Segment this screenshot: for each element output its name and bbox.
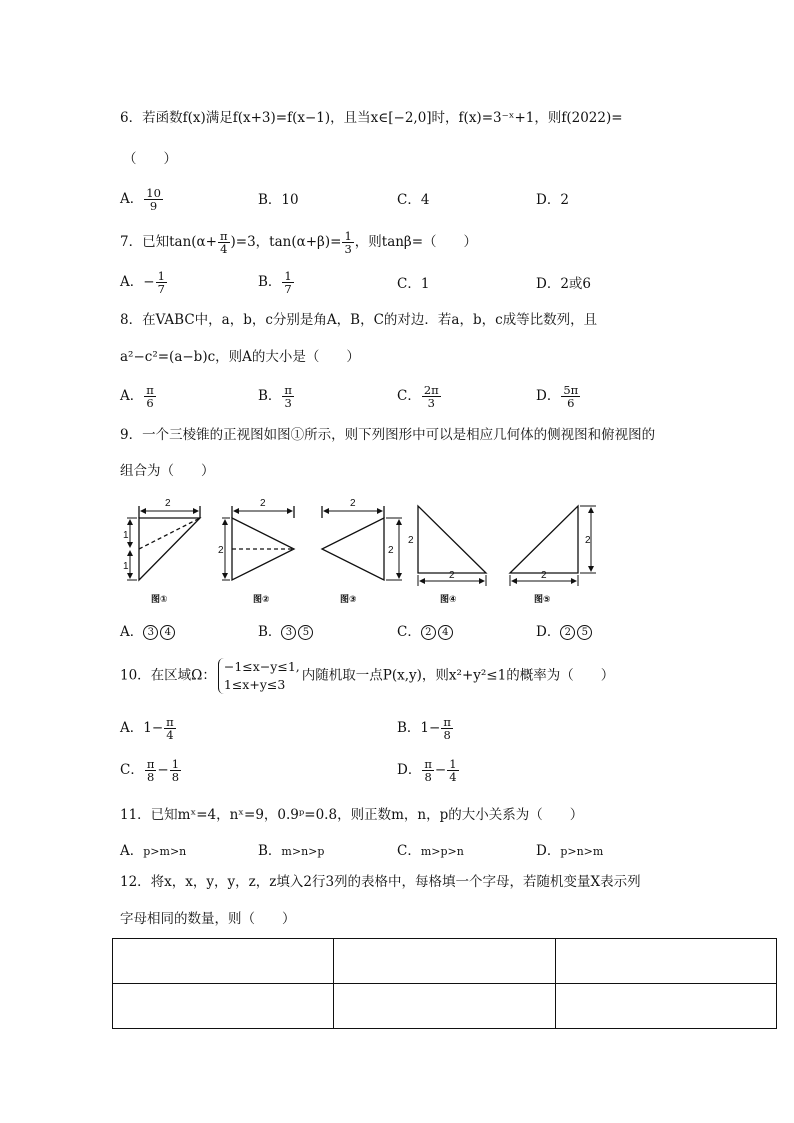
q10-option-b: B．1− $\frac{\pi}{8}$: [397, 715, 451, 742]
fig1-top-dim: 2: [165, 498, 171, 509]
q7-option-b: B． $\frac{1}{7}$: [258, 269, 292, 296]
table-cell: [334, 939, 555, 984]
q9-option-b: B． 3 5: [258, 623, 315, 641]
fig5-right-dim: 2: [585, 535, 591, 546]
q10-option-d: D． $\frac{\pi}{8}$ − $\frac{1}{4}$: [397, 757, 457, 784]
fig5-caption: 图⑤: [534, 594, 551, 604]
q12-line1: 12．将x，x，y，y，z，z填入2行3列的表格中，每格填一个字母，若随机变量X表示列: [120, 874, 641, 890]
q6-stem: 6．若函数f(x)满足f(x+3)=f(x−1)，且当x∈[−2,0]时，f(x)=3⁻ˣ+1，则f(2022)=: [120, 110, 623, 126]
q10-stem: 10．在区域Ω： −1≤x−y≤1, 1≤x+y≤3 内随机取一点P(x,y)，则x²+y²≤1的概率为（ ）: [120, 659, 615, 692]
q8-option-d: D． $\frac{5\pi}{6}$: [536, 383, 579, 410]
q6-paren: （ ）: [123, 151, 177, 167]
q9-line2: 组合为（ ）: [120, 463, 215, 479]
q6-option-c: C．4: [397, 192, 430, 208]
table-cell: [334, 984, 555, 1029]
table-row: [113, 984, 777, 1029]
q10-option-a: A．1− $\frac{\pi}{4}$: [120, 715, 174, 742]
figure-2: [222, 506, 294, 580]
q9-figures: [110, 498, 610, 610]
q11-option-c: C．m>p>n: [397, 843, 464, 859]
table-cell: [555, 939, 776, 984]
q8-option-b: B． $\frac{\pi}{3}$: [258, 383, 292, 410]
q10-option-c: C． $\frac{\pi}{8}$ − $\frac{1}{8}$: [120, 757, 180, 784]
q8-line2: a²−c²=(a−b)c，则A的大小是（ ）: [120, 349, 360, 365]
q8-line1: 8．在VABC中，a，b，c分别是角A，B，C的对边．若a，b，c成等比数列，且: [120, 312, 598, 328]
fig5-bottom-dim: 2: [541, 570, 547, 581]
fig4-left-dim: 2: [408, 535, 414, 546]
q8-option-c: C． $\frac{2\pi}{3}$: [397, 383, 439, 410]
q9-option-c: C． 2 4: [397, 623, 455, 641]
fig2-caption: 图②: [253, 594, 270, 604]
fig4-bottom-dim: 2: [449, 570, 455, 581]
q6-option-b: B．10: [258, 192, 299, 208]
table-cell: [113, 984, 334, 1029]
q6-option-a: A． $\frac{10}{9}$: [120, 186, 161, 213]
fig3-caption: 图③: [340, 594, 357, 604]
q11-option-d: D．p>n>m: [536, 843, 604, 859]
figure-5: [510, 506, 596, 586]
fig2-left-dim: 2: [218, 545, 224, 556]
fig1-left-dim-upper: 1: [123, 530, 129, 541]
q9-option-d: D． 2 5: [536, 623, 594, 641]
q7-option-a: A．− $\frac{1}{7}$: [120, 269, 165, 296]
q11-option-a: A．p>m>n: [120, 843, 187, 859]
fig3-right-dim: 2: [388, 545, 394, 556]
figure-3: [322, 506, 402, 580]
q9-line1: 9．一个三棱锥的正视图如图①所示，则下列图形中可以是相应几何体的侧视图和俯视图的: [120, 427, 656, 443]
figure-1: [127, 506, 200, 580]
q10-inequality-system: −1≤x−y≤1, 1≤x+y≤3: [218, 658, 300, 694]
fig4-caption: 图④: [440, 594, 457, 604]
q12-line2: 字母相同的数量，则（ ）: [120, 911, 296, 927]
q6-option-d: D．2: [536, 192, 569, 208]
fig2-top-dim: 2: [260, 498, 266, 509]
q7-option-d: D．2或6: [536, 276, 592, 292]
q7-stem: 7．已知tan(α+ $\frac{\pi}{4}$ )=3，tan(α+β)= $\frac{1}{3}$ ，则tanβ=（ ）: [120, 229, 478, 256]
table-cell: [113, 939, 334, 984]
q7-option-c: C．1: [397, 276, 430, 292]
q11-option-b: B．m>n>p: [258, 843, 325, 859]
table-row: [113, 939, 777, 984]
q11-stem: 11．已知mˣ=4，nˣ=9，0.9ᵖ=0.8，则正数m，n，p的大小关系为（ ）: [120, 807, 584, 823]
q9-option-a: A． 3 4: [120, 623, 177, 641]
table-cell: [555, 984, 776, 1029]
q12-empty-table: [112, 938, 777, 1029]
q8-option-a: A． $\frac{\pi}{6}$: [120, 383, 154, 410]
fig3-top-dim: 2: [350, 498, 356, 509]
fig1-caption: 图①: [151, 594, 168, 604]
fig1-left-dim-lower: 1: [123, 561, 129, 572]
